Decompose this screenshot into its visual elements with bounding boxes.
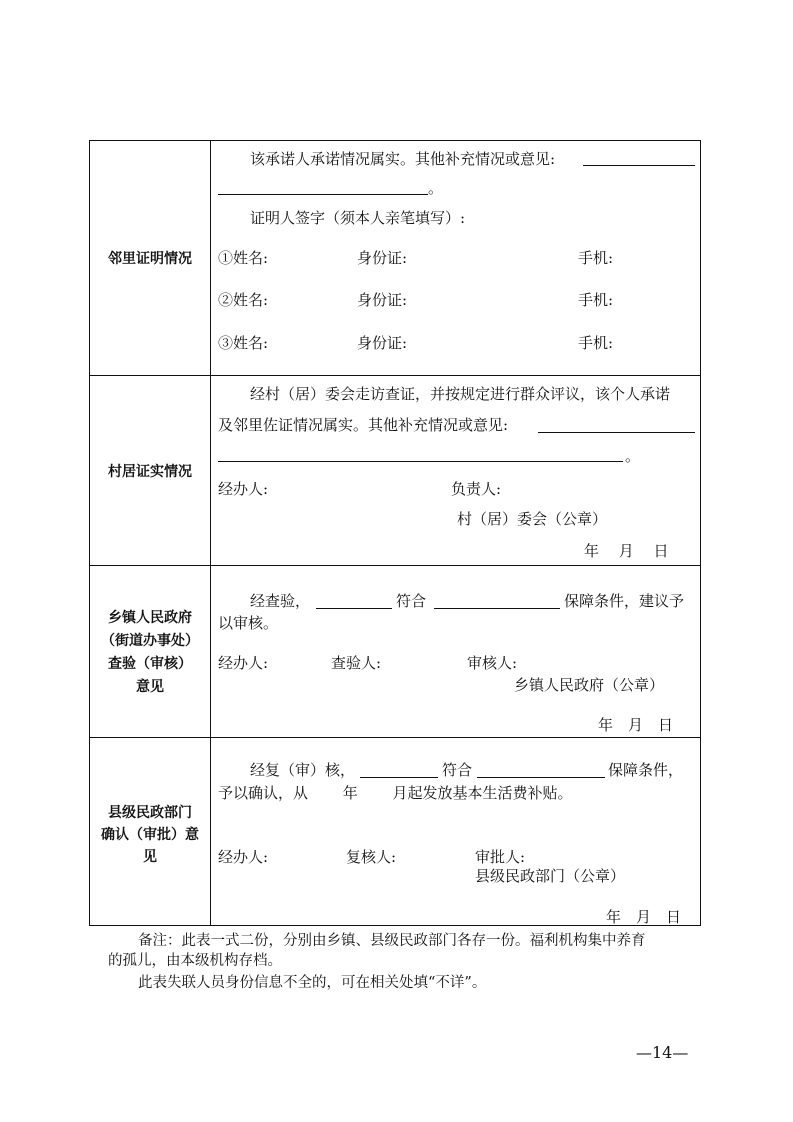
- neighbor-period: 。: [428, 179, 444, 197]
- county-approver[interactable]: 审批人:: [475, 848, 526, 866]
- row-divider: [90, 565, 700, 566]
- village-proof-label: 村居证实情况: [108, 464, 192, 480]
- county-label-line3: 见: [143, 849, 157, 865]
- county-handler[interactable]: 经办人:: [218, 848, 269, 866]
- county-date[interactable]: 年 月 日: [606, 908, 682, 926]
- witness-2-phone[interactable]: 手机:: [578, 291, 614, 309]
- county-rechecker[interactable]: 复核人:: [346, 848, 397, 866]
- township-label-line2: （街道办事处）: [101, 633, 199, 649]
- township-check-field[interactable]: [316, 608, 392, 609]
- county-text-a: 经复（审）核，: [250, 761, 356, 779]
- form-table: [89, 140, 701, 926]
- witness-3-name[interactable]: ③姓名:: [218, 334, 269, 352]
- township-label-line1: 乡镇人民政府: [108, 610, 192, 626]
- township-text-c: 保障条件，建议予: [564, 592, 685, 610]
- neighbor-signature-prompt: 证明人签字（须本人亲笔填写）:: [250, 209, 466, 227]
- village-date[interactable]: 年 月 日: [584, 542, 669, 560]
- column-divider: [210, 141, 211, 925]
- county-text-b: 符合: [442, 761, 473, 779]
- village-seal: 村（居）委会（公章）: [457, 510, 608, 528]
- village-period: 。: [625, 447, 641, 465]
- witness-3-id[interactable]: 身份证:: [357, 334, 408, 352]
- village-opinion-field-2[interactable]: [218, 461, 623, 462]
- page-number: —14—: [636, 1043, 689, 1062]
- township-label-line4: 意见: [136, 679, 164, 695]
- village-text-line2: 及邻里佐证情况属实。其他补充情况或意见:: [218, 416, 509, 434]
- neighbor-opinion-field[interactable]: [583, 165, 695, 166]
- county-check-field[interactable]: [360, 777, 438, 778]
- neighbor-proof-label: 邻里证明情况: [108, 251, 192, 267]
- witness-1-name[interactable]: ①姓名:: [218, 249, 269, 267]
- witness-2-name[interactable]: ②姓名:: [218, 291, 269, 309]
- neighbor-statement: 该承诺人承诺情况属实。其他补充情况或意见:: [250, 150, 556, 168]
- township-label-line3: 查验（审核）: [108, 656, 192, 672]
- township-seal: 乡镇人民政府（公章）: [514, 676, 665, 694]
- county-label-line1: 县级民政部门: [108, 805, 192, 821]
- neighbor-opinion-field-2[interactable]: [218, 194, 428, 195]
- witness-1-phone[interactable]: 手机:: [578, 249, 614, 267]
- county-text-c: 保障条件，: [608, 761, 684, 779]
- township-reviewer[interactable]: 审核人:: [467, 654, 518, 672]
- township-date[interactable]: 年 月 日: [598, 716, 674, 734]
- county-text-line2: 予以确认，从 年 月起发放基本生活费补贴。: [218, 784, 573, 802]
- village-handler[interactable]: 经办人:: [218, 480, 269, 498]
- village-text-line1: 经村（居）委会走访查证，并按规定进行群众评议，该个人承诺: [250, 385, 671, 403]
- witness-1-id[interactable]: 身份证:: [357, 249, 408, 267]
- note-line1: 备注：此表一式二份，分别由乡镇、县级民政部门各存一份。福利机构集中养育: [138, 933, 646, 949]
- township-text-line2: 以审核。: [218, 614, 279, 632]
- township-inspector[interactable]: 查验人:: [331, 654, 382, 672]
- note-line3: 此表失联人员身份信息不全的，可在相关处填“不详”。: [138, 975, 487, 991]
- row-divider: [90, 375, 700, 376]
- township-text-a: 经查验，: [250, 592, 311, 610]
- county-condition-field[interactable]: [477, 777, 605, 778]
- row-divider: [90, 737, 700, 738]
- village-responsible[interactable]: 负责人:: [451, 480, 502, 498]
- county-label-line2: 确认（审批）意: [101, 827, 199, 843]
- township-condition-field[interactable]: [434, 608, 560, 609]
- note-line2: 的孤儿，由本级机构存档。: [108, 953, 282, 969]
- witness-2-id[interactable]: 身份证:: [357, 291, 408, 309]
- village-opinion-field[interactable]: [538, 432, 695, 433]
- township-handler[interactable]: 经办人:: [218, 654, 269, 672]
- township-text-b: 符合: [396, 592, 427, 610]
- county-seal: 县级民政部门（公章）: [475, 867, 626, 885]
- witness-3-phone[interactable]: 手机:: [578, 334, 614, 352]
